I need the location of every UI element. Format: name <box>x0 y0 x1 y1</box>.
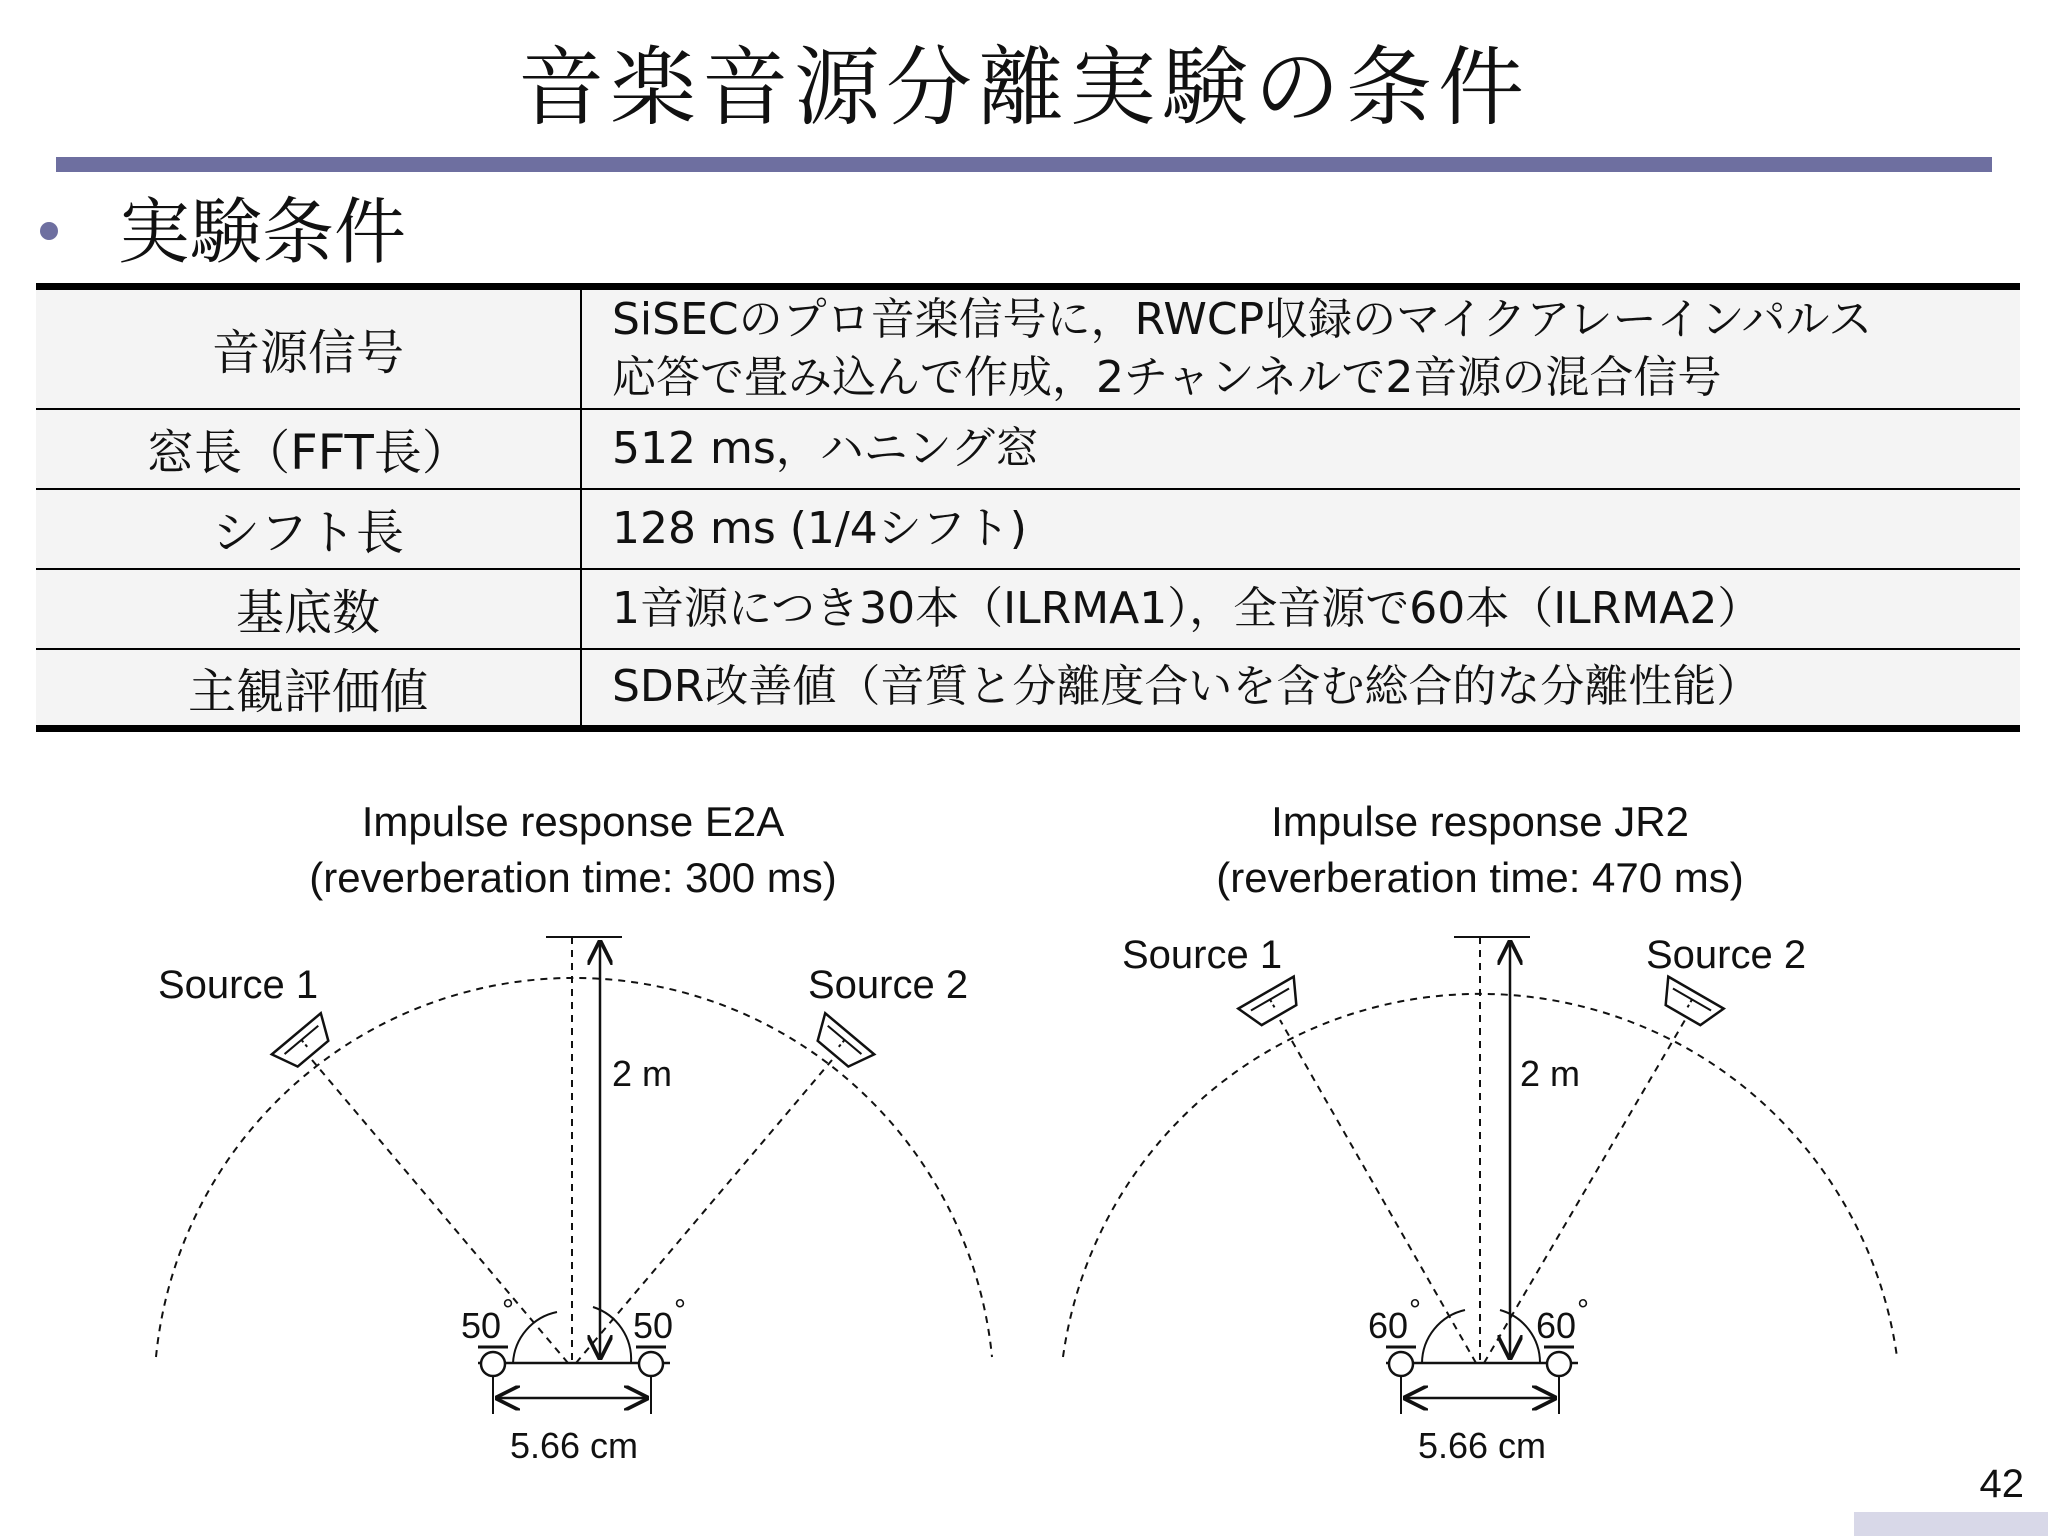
angle-label-right: 50 <box>633 1305 674 1346</box>
source1-label: Source 1 <box>158 963 319 1007</box>
angle-arc-right <box>1500 1310 1540 1363</box>
source2-label: Source 2 <box>1646 933 1807 977</box>
speaker-source1-icon <box>272 1013 338 1074</box>
degree-right: ° <box>674 1294 686 1327</box>
row-value: 128 ms (1/4シフト) <box>581 489 2020 569</box>
page-footer-bar <box>1854 1512 2048 1536</box>
row-label: 音源信号 <box>36 287 581 409</box>
slide-title: 音楽音源分離実験の条件 <box>518 38 1530 138</box>
source2-label: Source 2 <box>808 963 969 1007</box>
direction-line-source1 <box>312 1060 568 1363</box>
row-label: 窓長（FFT長） <box>36 409 581 489</box>
spacing-label: 5.66 cm <box>509 1425 639 1466</box>
speaker-source2-icon <box>1655 977 1723 1032</box>
direction-line-source2 <box>576 1060 832 1363</box>
source-arc <box>156 978 992 1357</box>
caption-line: (reverberation time: 300 ms) <box>309 854 837 901</box>
caption-line: Impulse response E2A <box>361 798 785 845</box>
source1-label: Source 1 <box>1122 933 1283 977</box>
caption-line: Impulse response JR2 <box>1271 798 1689 845</box>
angle-label-left: 50 <box>461 1305 502 1346</box>
speaker-source1-icon <box>1238 977 1306 1032</box>
section-heading: 実験条件 <box>118 190 407 274</box>
row-value: SDR改善値（音質と分離度合いを含む総合的な分離性能） <box>581 649 2020 729</box>
row-value-line: 応答で畳み込んで作成，2チャンネルで2音源の混合信号 <box>612 351 1722 403</box>
angle-arc-left <box>513 1312 557 1363</box>
row-value: 512 ms，ハニング窓 <box>581 409 2020 489</box>
angle-arc-right <box>593 1307 631 1363</box>
row-value: 1音源につき30本（ILRMA1），全音源で60本（ILRMA2） <box>581 569 2020 649</box>
degree-left: ° <box>1409 1294 1421 1327</box>
angle-label-right: 60 <box>1536 1305 1577 1346</box>
microphone-left-icon <box>481 1352 505 1376</box>
degree-right: ° <box>1577 1294 1589 1327</box>
distance-label: 2 m <box>612 1053 673 1094</box>
speaker-source2-icon <box>808 1013 874 1074</box>
microphone-left-icon <box>1389 1352 1413 1376</box>
row-label: 主観評価値 <box>36 649 581 729</box>
distance-label: 2 m <box>1520 1053 1581 1094</box>
angle-arc-left <box>1422 1310 1465 1363</box>
microphone-right-icon <box>1547 1352 1571 1376</box>
row-label: シフト長 <box>36 489 581 569</box>
page-number: 42 <box>1979 1462 2024 1506</box>
spacing-label: 5.66 cm <box>1417 1425 1547 1466</box>
microphone-right-icon <box>639 1352 663 1376</box>
degree-left: ° <box>502 1294 514 1327</box>
diagram-jr2 <box>1063 933 1897 1466</box>
angle-label-left: 60 <box>1368 1305 1409 1346</box>
row-label: 基底数 <box>36 569 581 649</box>
caption-line: (reverberation time: 470 ms) <box>1216 854 1744 901</box>
row-value-line: SiSECのプロ音楽信号に，RWCP収録のマイクアレーインパルス <box>612 293 1873 345</box>
diagram-e2a <box>156 937 992 1466</box>
